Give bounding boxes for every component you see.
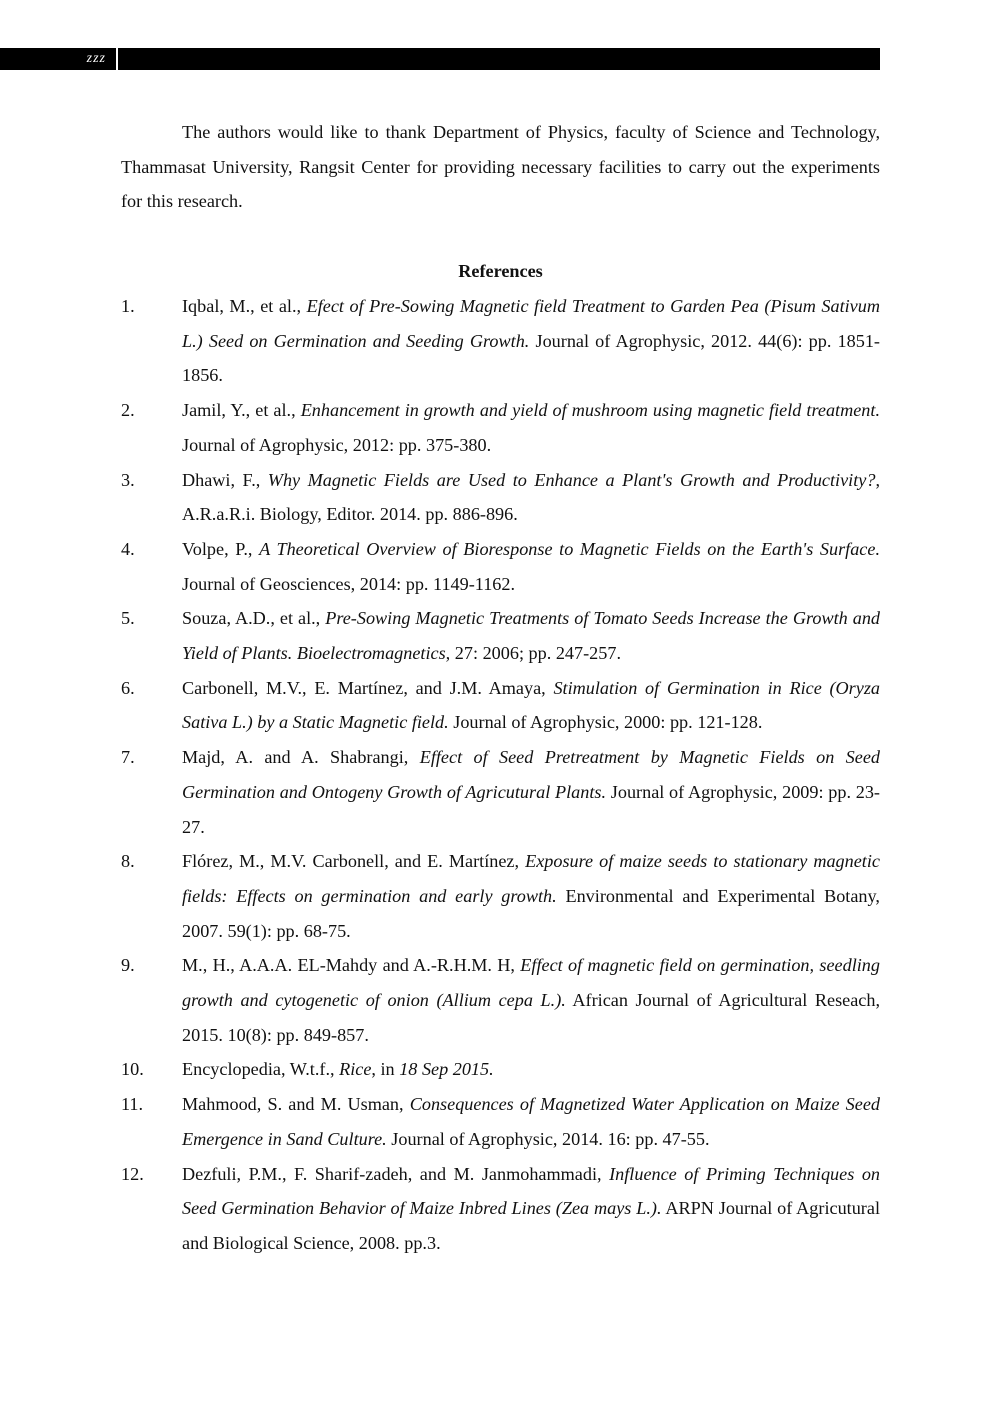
reference-authors: Volpe, P., xyxy=(182,538,260,559)
reference-item xyxy=(121,393,880,462)
reference-item xyxy=(121,671,880,740)
reference-source: Journal of Geosciences, 2014: pp. 1149-1162. xyxy=(182,573,516,594)
reference-authors: Souza, A.D., et al., xyxy=(182,608,326,629)
page-number: zzz xyxy=(0,48,118,70)
reference-authors: Jamil, Y., et al., xyxy=(182,400,301,421)
reference-number: 2. xyxy=(121,400,135,421)
reference-number: 9. xyxy=(121,955,135,976)
reference-title: Consequences of Magnetized Water Application on Maize Seed Emergence in Sand Culture. xyxy=(182,1094,881,1149)
acknowledgement-paragraph: The authors would like to thank Department of Physics, faculty of Science and Technology, Thammasat University, Rangsit Center for providing necessary facilities to carry out the experiments for this research. xyxy=(121,122,880,211)
reference-item xyxy=(121,601,880,670)
reference-authors: Dhawi, F., xyxy=(182,469,268,490)
reference-date: 18 Sep 2015. xyxy=(399,1059,494,1080)
reference-title: Pre-Sowing Magnetic Treatments of Tomato Seeds Increase the Growth and Yield of Plants. Bioelectromagnetics, xyxy=(182,608,881,664)
reference-title: Rice xyxy=(339,1059,372,1080)
reference-item xyxy=(121,532,880,601)
reference-number: 11. xyxy=(121,1094,144,1115)
reference-authors: Mahmood, S. and M. Usman, xyxy=(182,1094,410,1115)
reference-item xyxy=(121,1052,880,1087)
reference-title: Effect of Seed Pretreatment by Magnetic Fields on Seed Germination and Ontogeny Growth of Agricutural Plants. xyxy=(182,747,880,802)
reference-source: Journal of Agrophysic, 2014. 16: pp. 47-55. xyxy=(386,1128,710,1149)
reference-number: 10. xyxy=(121,1059,144,1080)
reference-authors: M., H., A.A.A. EL-Mahdy and A.-R.H.M. H, xyxy=(182,955,521,976)
reference-source: Journal of Agrophysic, 2009: pp. 23-27. xyxy=(182,781,880,837)
reference-title: Stimulation of Germination in Rice (Oryza Sativa L.) by a Static Magnetic field. xyxy=(182,677,881,733)
reference-item xyxy=(121,740,880,844)
reference-title: Influence of Priming Techniques on Seed Germination Behavior of Maize Inbred Lines (Zea mays L.). xyxy=(182,1163,881,1219)
reference-number: 1. xyxy=(121,296,135,316)
reference-number: 4. xyxy=(121,538,135,559)
reference-item xyxy=(121,463,880,532)
reference-title: Efect of Pre-Sowing Magnetic field Treatment to Garden Pea (Pisum Sativum L.) Seed on Germination and Seeding Growth. xyxy=(182,296,880,351)
reference-source: Journal of Agrophysic, 2012. 44(6): pp. 1851-1856. xyxy=(182,330,880,386)
reference-source: 27: 2006; pp. 247-257. xyxy=(450,643,621,664)
reference-number: 5. xyxy=(121,608,135,629)
reference-item xyxy=(121,844,880,948)
reference-title: A Theoretical Overview of Bioresponse to Magnetic Fields on the Earth's Surface. xyxy=(259,538,880,559)
reference-source: , in xyxy=(371,1059,400,1080)
reference-number: 12. xyxy=(121,1163,144,1184)
reference-source: , A.R.a.R.i. Biology, Editor. 2014. pp. 886-896. xyxy=(182,469,880,525)
reference-number: 3. xyxy=(121,469,135,490)
reference-authors: Carbonell, M.V., E. Martínez, and J.M. Amaya, xyxy=(182,677,554,698)
reference-item xyxy=(121,948,880,1052)
reference-source: African Journal of Agricultural Reseach, 2015. 10(8): pp. 849-857. xyxy=(182,990,881,1045)
reference-item xyxy=(121,289,880,393)
reference-item xyxy=(121,1087,880,1156)
reference-authors: Iqbal, M., et al., xyxy=(182,296,307,316)
reference-authors: Flórez, M., M.V. Carbonell, and E. Martínez, xyxy=(182,851,526,872)
reference-source: ARPN Journal of Agricutural and Biological Science, 2008. pp.3. xyxy=(182,1198,880,1253)
header-bar xyxy=(0,48,880,70)
references-list xyxy=(121,289,880,1261)
reference-authors: Majd, A. and A. Shabrangi, xyxy=(182,747,420,768)
reference-number: 7. xyxy=(121,747,135,768)
reference-title: Effect of magnetic field on germination, seedling growth and cytogenetic of onion (Allium cepa L.). xyxy=(182,955,880,1011)
reference-authors: Encyclopedia, W.t.f., xyxy=(182,1059,340,1080)
reference-source: Journal of Agrophysic, 2012: pp. 375-380. xyxy=(182,434,492,455)
reference-authors: Dezfuli, P.M., F. Sharif-zadeh, and M. Janmohammadi, xyxy=(182,1163,610,1184)
reference-source: Journal of Agrophysic, 2000: pp. 121-128. xyxy=(448,712,763,733)
reference-number: 8. xyxy=(121,851,135,872)
reference-item xyxy=(121,1157,880,1261)
references-heading: References xyxy=(458,261,543,281)
reference-title: Why Magnetic Fields are Used to Enhance a Plant's Growth and Productivity? xyxy=(267,469,876,490)
reference-title: Enhancement in growth and yield of mushroom using magnetic field treatment. xyxy=(300,400,880,421)
reference-number: 6. xyxy=(121,677,135,698)
reference-source: Environmental and Experimental Botany, 2007. 59(1): pp. 68-75. xyxy=(182,885,880,941)
reference-title: Exposure of maize seeds to stationary magnetic fields: Effects on germination and early growth. xyxy=(182,851,880,906)
